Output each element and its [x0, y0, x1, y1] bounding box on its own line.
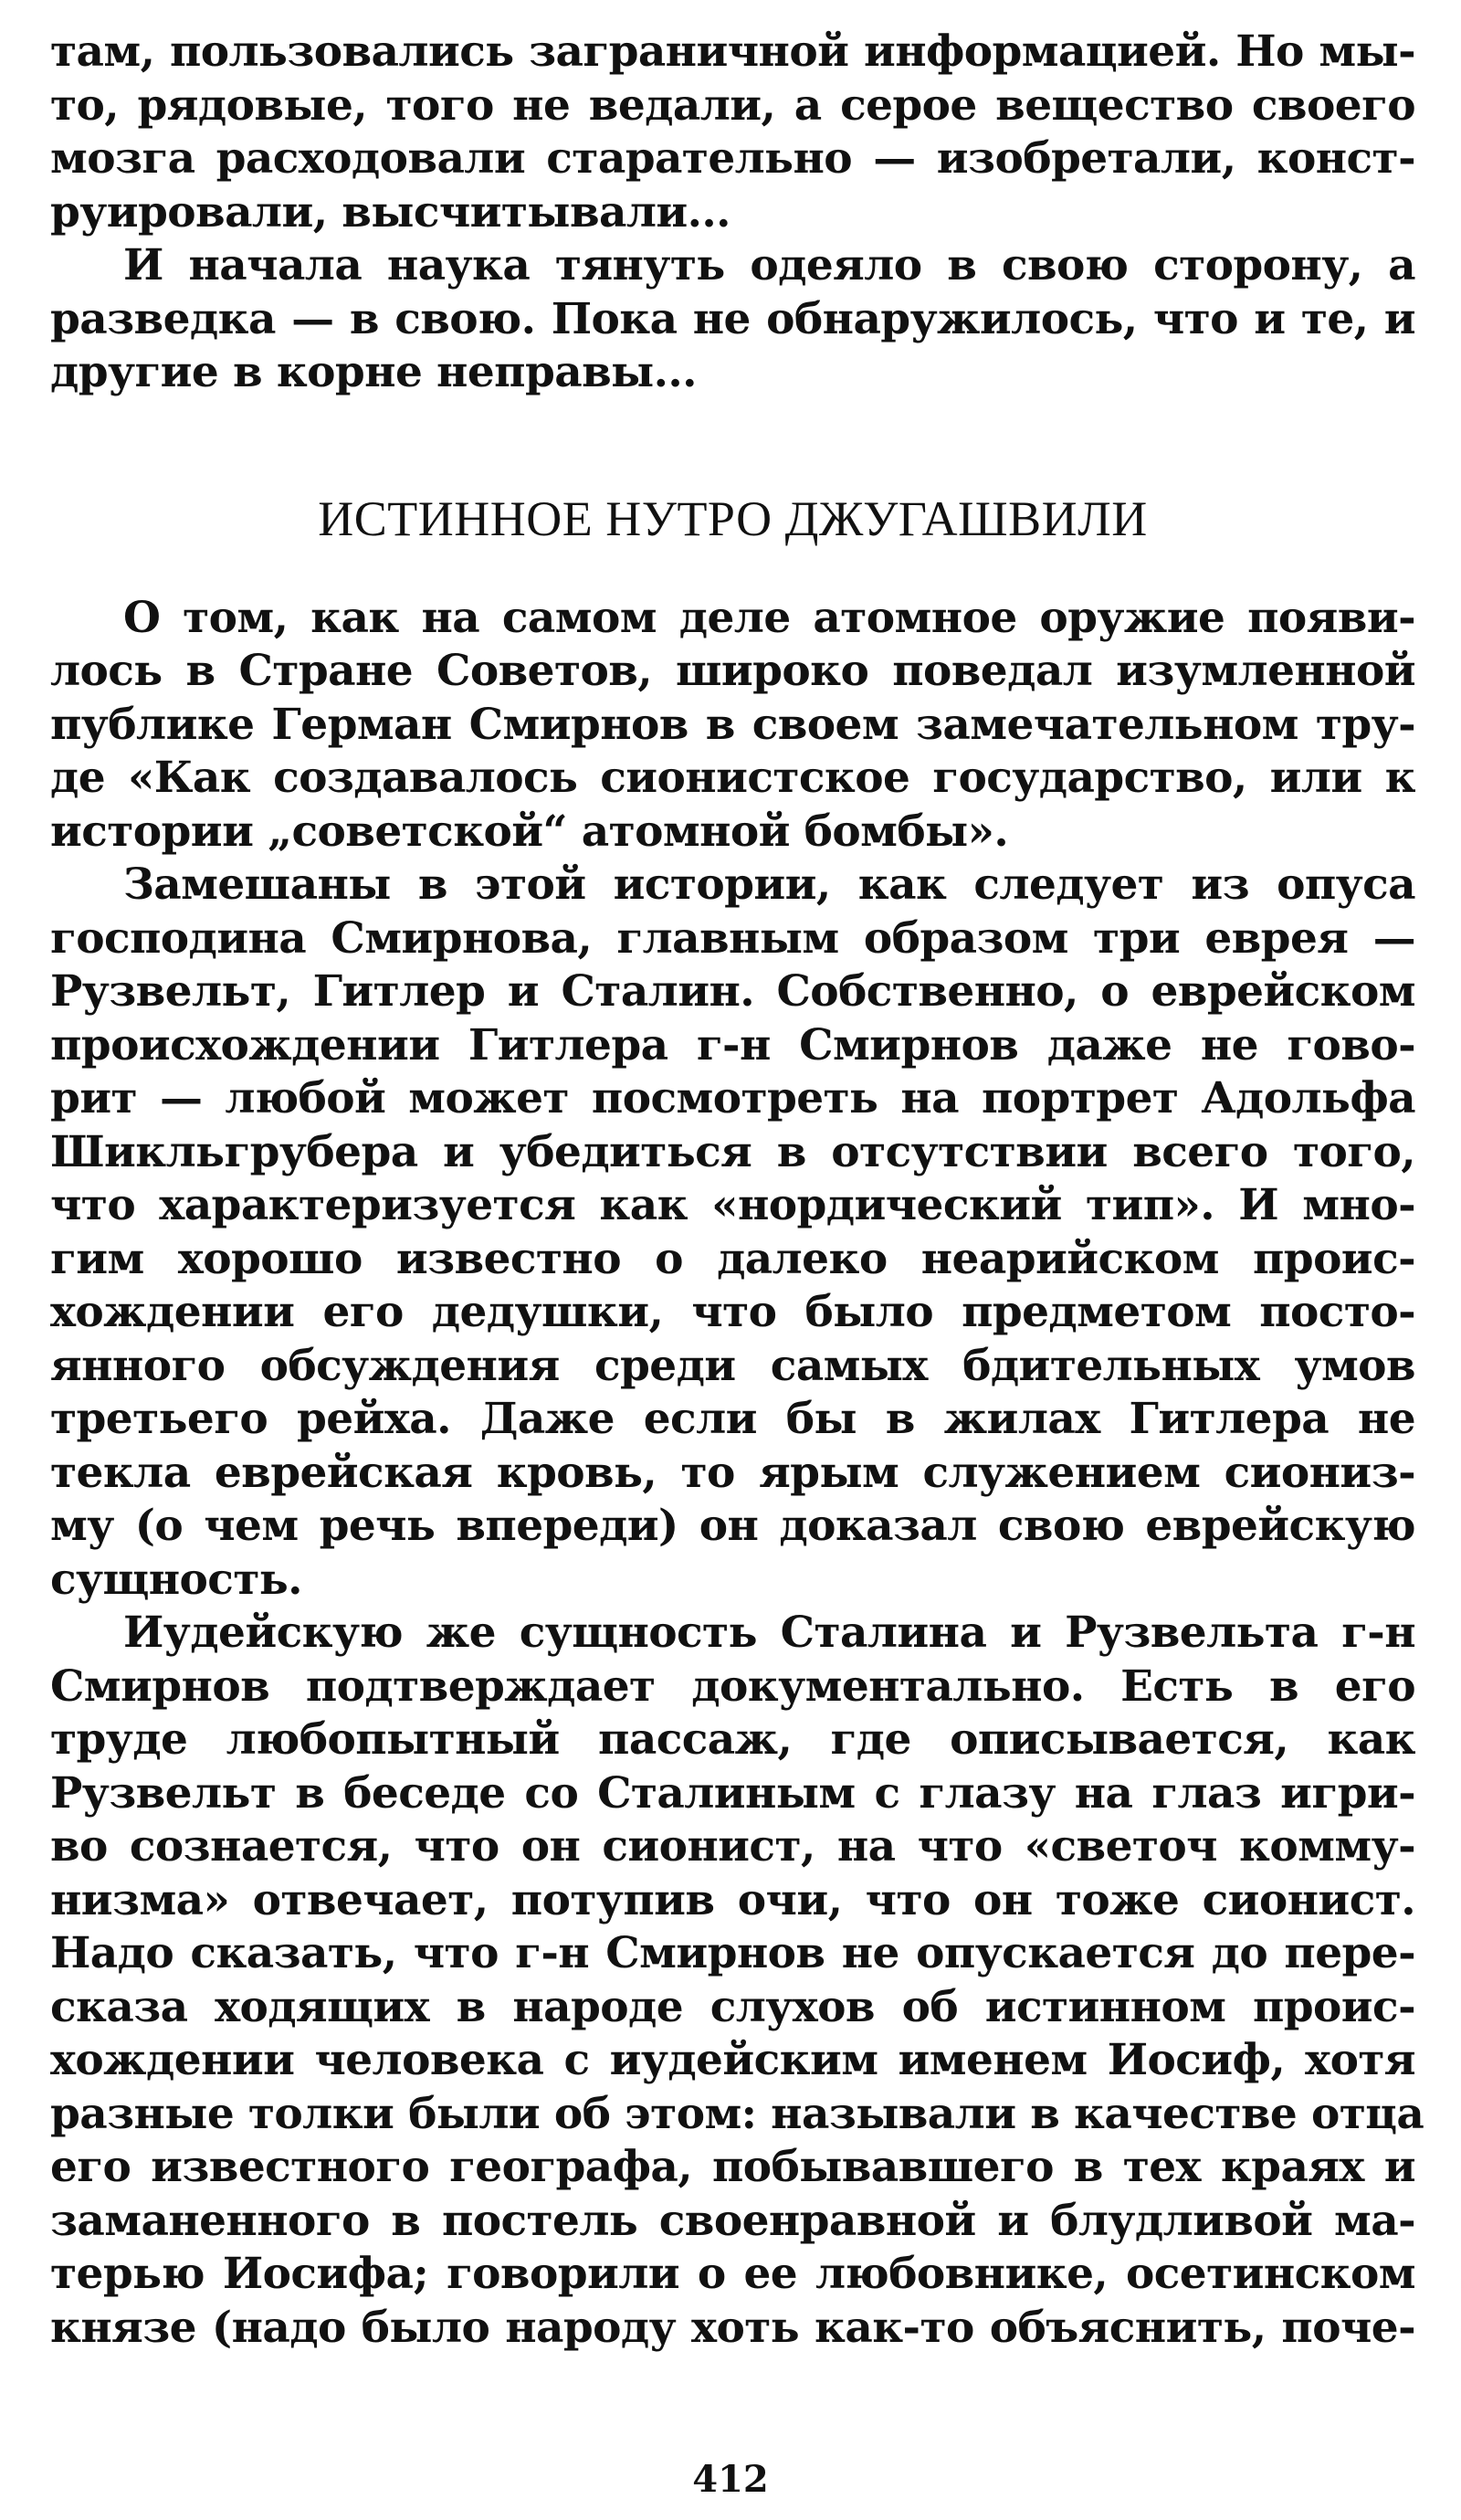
text-line: князе (надо было народу хоть как-то объяснить, поче- — [50, 2302, 1415, 2353]
text-line: разведка — в свою. Пока не обнаружилось, что и те, и — [50, 293, 1415, 344]
text-line: Замешаны в этой истории, как следует из опуса — [123, 859, 1415, 910]
text-line: его известного географа, побывавшего в тех краях и — [50, 2142, 1415, 2192]
text-line: И начала наука тянуть одеяло в свою сторону, а — [123, 240, 1415, 290]
text-line: господина Смирнова, главным образом три еврея — — [50, 912, 1415, 964]
text-line: Рузвельт в беседе со Сталиным с глазу на глаз игри- — [50, 1767, 1415, 1819]
text-line: хождении человека с иудейским именем Иосиф, хотя — [50, 2035, 1415, 2085]
text-line: там, пользовались заграничной информацией. Но мы- — [50, 26, 1415, 77]
text-line: хождении его дедушки, что было предметом посто- — [50, 1287, 1415, 1337]
paragraph-4 — [50, 859, 1415, 1607]
book-page — [50, 26, 1424, 2355]
text-line: сказа ходящих в народе слухов об истинном проис- — [50, 1981, 1415, 2032]
text-line: де «Как создавалось сионистское государство, или к — [50, 753, 1415, 803]
paragraph-intro — [50, 26, 1415, 239]
text-line: терью Иосифа; говорили о ее любовнике, осетинском — [50, 2249, 1415, 2299]
text-line: во сознается, что он сионист, на что «светоч комму- — [50, 1821, 1415, 1872]
text-line: заманенного в постель своенравной и блудливой ма- — [50, 2195, 1415, 2246]
text-line: истории „советской“ атомной бомбы». — [50, 806, 1009, 857]
paragraph-3 — [50, 592, 1415, 859]
text-line: что характеризуется как «нордический тип». И мно- — [50, 1180, 1415, 1230]
text-line: публике Герман Смирнов в своем замечательном тру- — [50, 699, 1415, 750]
text-line: происхождении Гитлера г-н Смирнов даже не гово- — [50, 1019, 1415, 1070]
text-line: другие в корне неправы... — [50, 347, 697, 397]
text-line: О том, как на самом деле атомное оружие появи- — [123, 592, 1415, 643]
text-line: Надо сказать, что г-н Смирнов не опускается до пере- — [50, 1928, 1415, 1978]
text-line: то, рядовые, того не ведали, а серое вещество своего — [50, 79, 1415, 131]
text-line: янного обсуждения среди самых бдительных умов — [50, 1340, 1415, 1391]
text-line: низма» отвечает, потупив очи, что он тоже сионист. — [50, 1874, 1415, 1925]
page-number: 412 — [692, 2458, 769, 2501]
text-line: лось в Стране Советов, широко поведал изумленной — [50, 646, 1415, 696]
text-line: разные толки были об этом: называли в качестве отца — [50, 2088, 1424, 2139]
text-line: текла еврейская кровь, то ярым служением сиониз- — [50, 1447, 1415, 1498]
paragraph-2 — [50, 239, 1415, 400]
text-line: рит — любой может посмотреть на портрет Адольфа — [50, 1073, 1415, 1123]
text-line: руировали, высчитывали... — [50, 186, 730, 237]
text-line: му (о чем речь впереди) он доказал свою еврейскую — [50, 1501, 1415, 1551]
paragraph-5 — [50, 1607, 1424, 2355]
text-line: мозга расходовали старательно — изобретали, конст- — [50, 133, 1415, 184]
text-line: Иудейскую же сущность Сталина и Рузвельта г-н — [123, 1608, 1415, 1658]
text-line: Смирнов подтверждает документально. Есть в его — [50, 1661, 1415, 1712]
text-line: Шикльгрубера и убедиться в отсутствии всего того, — [50, 1126, 1415, 1177]
text-line: гим хорошо известно о далеко неарийском проис- — [50, 1233, 1415, 1284]
section-heading: ИСТИННОЕ НУТРО ДЖУГАШВИЛИ — [318, 490, 1148, 546]
text-line: Рузвельт, Гитлер и Сталин. Собственно, о еврейском — [50, 966, 1415, 1017]
text-line: третьего рейха. Даже если бы в жилах Гитлера не — [50, 1394, 1415, 1444]
text-line: сущность. — [50, 1554, 302, 1605]
text-line: труде любопытный пассаж, где описывается, как — [50, 1714, 1415, 1765]
